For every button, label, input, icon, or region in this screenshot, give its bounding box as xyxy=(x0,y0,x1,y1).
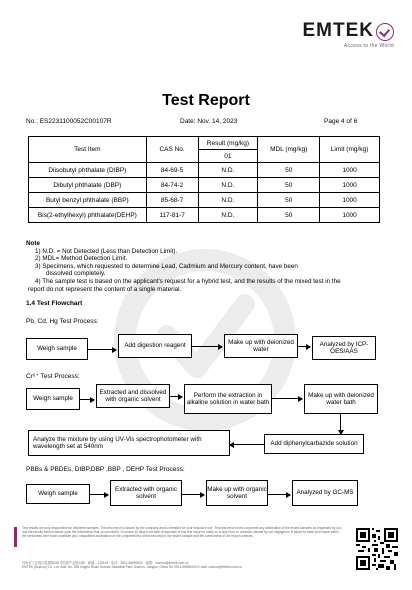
footer-disclaimer: Test results are only responsible for delivered samples. This test report is issued by the company and is intended for your exclusive use. This test report does not permit any distribution of the tested samples as requested by you and the results thereof based upon the information that you provided. You have 30 days from date of issuance of this test report to notify us of any error or omission caused by our negligence. If failure to raise such issue within the prescribed time shall constitute your unqualified acceptance of the completeness of this test report, the tested sample and the correctness of the report contents. xyxy=(22,526,342,538)
cell-cas: 84-69-5 xyxy=(146,163,198,178)
p2-step-extract: Extracted and dissolved with organic solvent xyxy=(96,384,170,408)
arrow-left xyxy=(230,444,264,445)
header-cas: CAS No. xyxy=(146,137,198,163)
flowchart-heading: 1.4 Test Flowchart xyxy=(26,300,83,307)
table-row xyxy=(29,178,380,193)
page-title: Test Report xyxy=(162,92,250,109)
p1-step-digest: Add digestion reagent xyxy=(118,334,192,358)
notes-section xyxy=(26,240,386,293)
cell-limit: 1000 xyxy=(320,178,380,193)
cell-mdl: 50 xyxy=(258,208,320,223)
p2-step-dpc: Add diphenylcarbazide solution xyxy=(264,434,364,454)
p1-step-makeup: Make up with deionized water xyxy=(224,334,298,358)
cell-mdl: 50 xyxy=(258,178,320,193)
arrow xyxy=(192,346,222,347)
brand-tagline: Access to the World xyxy=(343,43,394,49)
p3-step-extract: Extracted with organic solvent xyxy=(110,480,182,506)
arrow xyxy=(90,494,108,495)
p2-step-uvvis: Analyze the mixture by using UV-Vis spectrophotometer with wavelength set at 540nm xyxy=(28,430,230,456)
note-2: 2) MDL= Method Detection Limit. xyxy=(35,255,128,263)
arrow xyxy=(170,396,182,397)
cell-item: Butyl benzyl phthalate (BBP) xyxy=(29,193,147,208)
footer-address xyxy=(22,561,342,569)
process-3-label: PBBs & PBDEs, DIBP,DBP ,BBP , DEHP Test Process: xyxy=(26,466,185,473)
process-2-label: Cr⁶⁺ Test Process: xyxy=(26,373,80,380)
header-mdl: MDL (mg/kg) xyxy=(258,137,320,163)
cell-cas: 85-68-7 xyxy=(146,193,198,208)
report-date: Date: Nov. 14, 2023 xyxy=(180,118,238,125)
cell-item: Diisobutyl phthalate (DIBP) xyxy=(29,163,147,178)
qr-code xyxy=(356,528,398,570)
p2-step-makeup: Make up with deionized water bath xyxy=(304,384,378,414)
note-3: 3) Specimens, which requested to determine Lead, Cadmium and Mercury content, have been xyxy=(35,262,298,270)
arrow xyxy=(182,494,204,495)
footer-accent-bar xyxy=(14,527,17,547)
arrow xyxy=(272,398,302,399)
p3-step-weigh: Weigh sample xyxy=(26,484,90,504)
arrow xyxy=(298,346,310,347)
arrow xyxy=(268,494,290,495)
notes-heading: Note xyxy=(26,240,40,247)
note-4-cont: report do not represent the content of a single material. xyxy=(28,285,182,293)
arrow xyxy=(80,399,94,400)
footer-address-en: EMTEK (Suzhou) Co., Ltd. Add: No. 328 Xinghu Road, Suzhou Industrial Park, Suzhou, Jiangsu, China Tel: 0512-65890000 E-mail: suzhou@emtek.com.cn xyxy=(22,565,242,570)
p1-step-analyze: Analyzed by ICP-OES/AAS xyxy=(312,336,376,360)
header-limit: Limit (mg/kg) xyxy=(320,137,380,163)
cell-item: Dibutyl phthalate (DBP) xyxy=(29,178,147,193)
brand-logo xyxy=(303,20,395,49)
table-row xyxy=(29,193,380,208)
table-row xyxy=(29,208,380,223)
cell-limit: 1000 xyxy=(320,208,380,223)
cell-result: N.D. xyxy=(198,208,258,223)
results-table xyxy=(28,136,380,223)
p1-step-weigh: Weigh sample xyxy=(26,338,88,360)
note-4: 4) The sample test is based on the applicant's request for a hybrid test, and the results of the mixed test in the xyxy=(35,277,341,285)
arrow xyxy=(88,349,116,350)
p2-step-alkaline: Perform the extraction in alkaline solution in water bath xyxy=(184,384,272,414)
brand-check-icon xyxy=(376,23,394,41)
arrow-down xyxy=(340,414,341,434)
cell-result: N.D. xyxy=(198,163,258,178)
cell-limit: 1000 xyxy=(320,163,380,178)
header-sample-id: 01 xyxy=(198,150,258,163)
cell-result: N.D. xyxy=(198,178,258,193)
cell-item: Bis(2-ethylhexyl) phthalate(DEHP) xyxy=(29,208,147,223)
brand-name: EMTEK xyxy=(302,20,374,41)
process-1-label: Pb, Cd, Hg Test Process: xyxy=(26,318,99,325)
p2-step-weigh: Weigh sample xyxy=(26,388,80,410)
note-1: 1) N.D. = Not Detected (Less than Detection Limit). xyxy=(35,247,178,255)
header-test-item: Test Item xyxy=(29,137,147,163)
cell-cas: 84-74-2 xyxy=(146,178,198,193)
cell-cas: 117-81-7 xyxy=(146,208,198,223)
page-number: Page 4 of 6 xyxy=(324,118,358,125)
cell-mdl: 50 xyxy=(258,163,320,178)
cell-result: N.D. xyxy=(198,193,258,208)
p3-step-makeup: Make up with organic solvent xyxy=(206,480,268,506)
header-result: Result (mg/kg) xyxy=(198,137,258,150)
note-3-cont: dissolved completely. xyxy=(46,270,106,278)
p3-step-analyze: Analyzed by GC-MS xyxy=(292,480,358,506)
footer-address-cn: 苏州市工业园区星湖街328号创意产业园12栋 · 邮编：215123 · 电话：0512-65890000 · 邮箱：suzhou@emtek.com.cn xyxy=(22,561,189,565)
cell-limit: 1000 xyxy=(320,193,380,208)
cell-mdl: 50 xyxy=(258,193,320,208)
report-number: No.: ES2231100052C00107R xyxy=(26,118,112,125)
table-row xyxy=(29,163,380,178)
table-header-row xyxy=(29,137,380,150)
